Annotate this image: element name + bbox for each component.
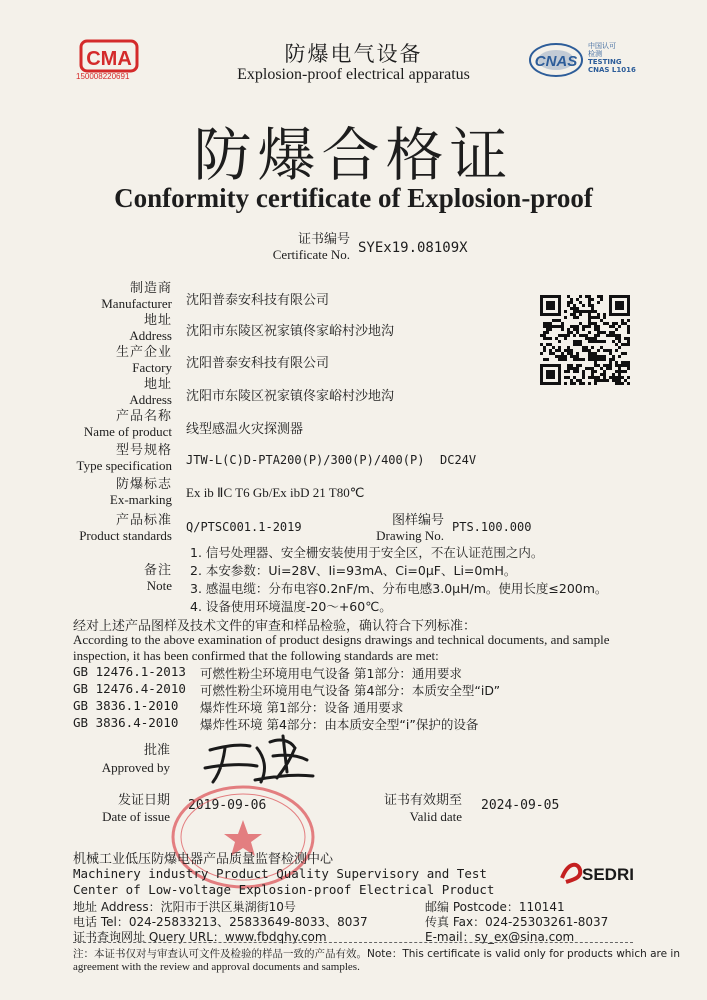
main-title-en: Conformity certificate of Explosion-proof (114, 183, 593, 213)
field-value-address: 沈阳市东陵区祝家镇佟家峪村沙地沟 (186, 324, 395, 339)
standard-name-1: 可燃性粉尘环境用电气设备 第1部分：通用要求 (200, 666, 462, 681)
footnote-line-2: agreement with the review and approval documents and samples. (73, 961, 360, 973)
header-title-en: Explosion-proof electrical apparatus (237, 66, 470, 83)
header-title-cn: 防爆电气设备 (284, 42, 423, 66)
valid-date-value: 2024-09-05 (481, 798, 560, 813)
certificate-label-en: Certificate No. (272, 247, 350, 262)
standard-code-1: GB 12476.1-2013 (73, 664, 186, 679)
field-label-manufacturer: 制造商 Manufacturer (101, 281, 172, 311)
svg-text:CMA: CMA (86, 48, 132, 70)
standard-name-3: 爆炸性环境 第1部分：设备 通用要求 (200, 700, 404, 715)
standard-code-3: GB 3836.1-2010 (73, 698, 179, 713)
field-value-type-spec: JTW-L(C)D-PTA200(P)/300(P)/400(P) (186, 453, 425, 467)
certificate-number: SYEx19.08109X (358, 240, 468, 256)
contact-url: 证书查询网址 Query URL：www.fbdqhy.com (73, 930, 327, 944)
statement-cn: 经对上述产品图样及技术文件的审查和样品检验，确认符合下列标准： (73, 619, 477, 634)
cnas-cn2: 检测 (588, 50, 602, 58)
field-value-ex-marking: Ex ib ⅡC T6 Gb/Ex ibD 21 T80℃ (186, 485, 365, 500)
contact-email: E-mail：sy_ex@sina.com (425, 930, 575, 944)
note-line-4: 4. 设备使用环境温度-20～+60℃。 (190, 599, 392, 614)
cnas-mark: CNAS (534, 53, 578, 70)
main-title-cn: 防爆合格证 (193, 121, 514, 189)
footer-divider (73, 942, 633, 943)
standard-name-4: 爆炸性环境 第4部分：由本质安全型“i”保护的设备 (200, 717, 479, 732)
field-label-product-name: 产品名称 Name of product (83, 409, 172, 439)
field-value-factory-address: 沈阳市东陵区祝家镇佟家峪村沙地沟 (186, 389, 395, 404)
statement-en-1: According to the above examination of product designs drawings and technical documents, and sample (73, 632, 610, 647)
field-value-product-standards: Q/PTSC001.1-2019 (186, 520, 302, 534)
field-value-factory: 沈阳普泰安科技有限公司 (186, 356, 330, 371)
org-name-en-1: Machinery industry Product Quality Supervisory and Test (73, 866, 487, 881)
standard-code-2: GB 12476.4-2010 (73, 681, 186, 696)
certificate-label-cn: 证书编号 (297, 232, 350, 247)
field-value-product-name: 线型感温火灾探测器 (186, 422, 304, 437)
issue-date-value: 2019-09-06 (188, 798, 267, 813)
cnas-cn1: 中国认可 (588, 42, 616, 50)
note-label: 备注 Note (143, 563, 172, 593)
note-line-2: 2. 本安参数：Ui=28V、Ii=93mA、Ci=0μF、Li=0mH。 (190, 563, 517, 578)
contact-tel: 电话 Tel：024-25833213、25833649-8033、8037 (73, 915, 368, 929)
field-value-type-voltage: DC24V (440, 453, 477, 467)
standard-code-4: GB 3836.4-2010 (73, 715, 179, 730)
field-value-manufacturer: 沈阳普泰安科技有限公司 (186, 293, 330, 308)
valid-date-label: 证书有效期至 Valid date (383, 793, 462, 824)
cnas-code: CNAS L1016 (588, 66, 636, 74)
certificate-label (270, 232, 350, 262)
field-label-factory: 生产企业 Factory (115, 345, 172, 375)
contact-address: 地址 Address：沈阳市于洪区巢湖街10号 (73, 900, 296, 914)
field-label-type-spec: 型号规格 Type specification (76, 443, 172, 473)
standard-name-2: 可燃性粉尘环境用电气设备 第4部分：本质安全型“iD” (200, 683, 501, 698)
contact-fax: 传真 Fax：024-25303261-8037 (425, 915, 609, 929)
drawing-label: 图样编号 Drawing No. (376, 513, 444, 543)
field-label-address: 地址 Address (129, 313, 172, 343)
org-name-cn: 机械工业低压防爆电器产品质量监督检测中心 (73, 852, 334, 867)
field-label-product-standards: 产品标准 Product standards (79, 513, 172, 543)
sedri-logo (558, 856, 638, 886)
qr-code (540, 295, 630, 385)
contact-postcode: 邮编 Postcode：110141 (425, 900, 565, 914)
cma-number: 150008220691 (76, 72, 130, 81)
footnote-line-1: 注：本证书仅对与审查认可文件及检验的样品一致的产品有效。Note：This certificate is valid only for products which are in (73, 948, 681, 960)
statement-en-2: inspection, it has been confirmed that the following standards are met: (73, 648, 439, 663)
approval-label: 批准 Approved by (101, 743, 170, 775)
issue-date-label: 发证日期 Date of issue (102, 793, 170, 824)
sedri-text: SEDRI (582, 865, 634, 884)
org-name-en-2: Center of Low-voltage Explosion-proof Electrical Product (73, 882, 495, 897)
note-line-1: 1. 信号处理器、安全栅安装使用于安全区，不在认证范围之内。 (190, 545, 544, 560)
note-line-3: 3. 感温电缆：分布电容0.2nF/m、分布电感3.0μH/m。使用长度≤200m。 (190, 581, 608, 596)
drawing-number: PTS.100.000 (452, 520, 532, 534)
field-label-factory-address: 地址 Address (129, 377, 172, 407)
field-label-ex-marking: 防爆标志 Ex-marking (109, 477, 172, 507)
cnas-en: TESTING (588, 58, 622, 66)
